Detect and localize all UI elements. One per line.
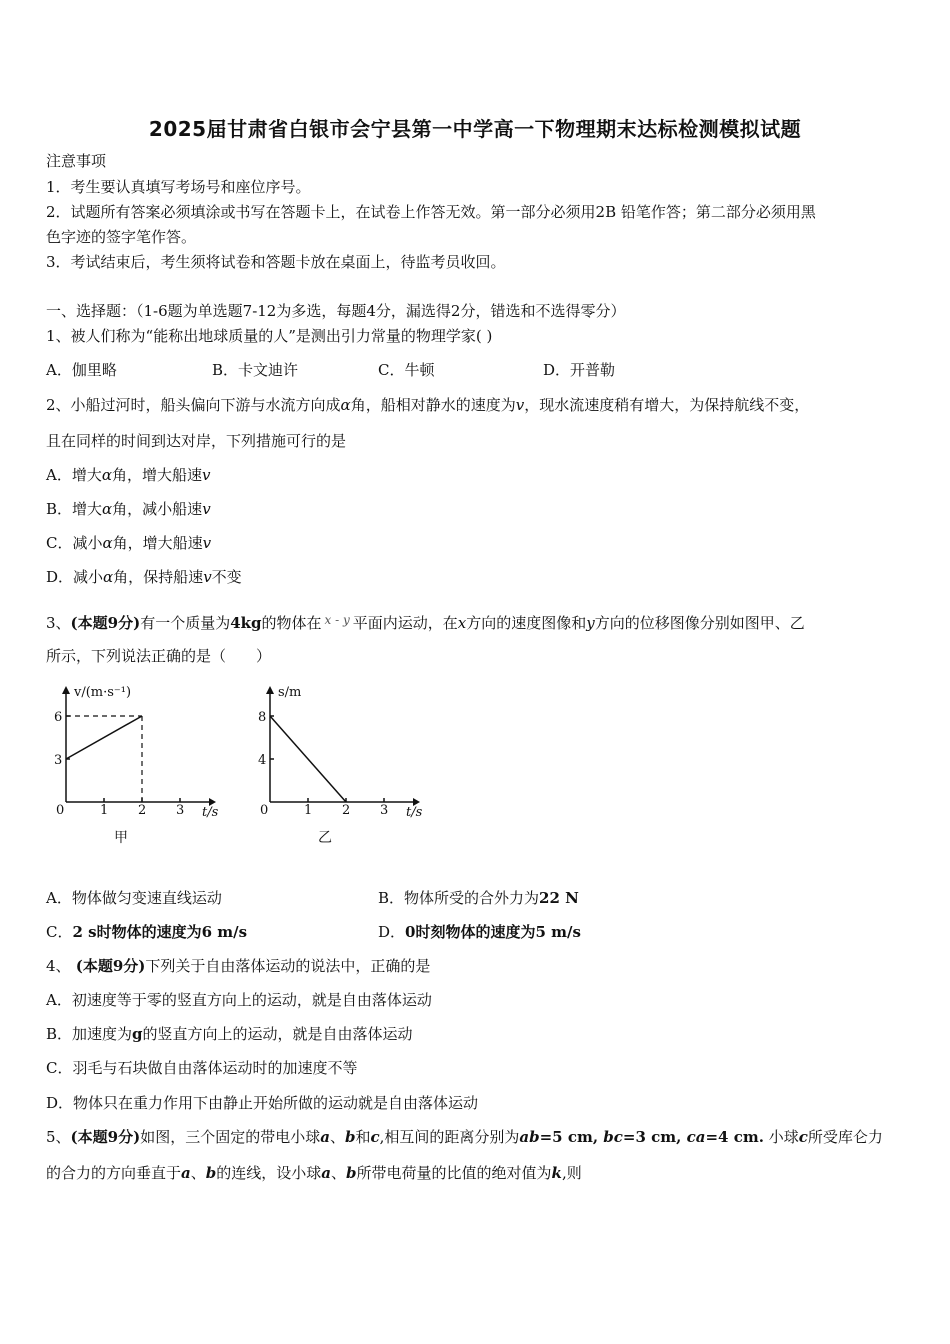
x-tick-label: 3 — [380, 803, 389, 818]
displacement-time-graph — [250, 680, 440, 852]
x-axis-label: t/s — [406, 805, 423, 820]
y-axis-label: v/(m·s⁻¹) — [74, 685, 132, 700]
x-tick-label: 2 — [138, 803, 147, 818]
section-heading: 一、选择题：（1-6题为单选题7-12为多选，每题4分，漏选得2分，错选和不选得零分） — [46, 302, 626, 320]
graph-caption: 乙 — [318, 830, 332, 846]
q4-stem: 4、 (本题9分)下列关于自由落体运动的说法中，正确的是 — [46, 957, 431, 975]
y-tick-label: 3 — [54, 753, 63, 768]
q1-option-c: C．牛顿 — [378, 361, 435, 379]
q3-stem-line1: 3、(本题9分)有一个质量为4kg的物体在 $^{x - y}$ 平面内运动，在x方向的速度图像和y方向的位移图像分别如图甲、乙 — [46, 613, 805, 632]
notice-item-2: 2．试题所有答案必须填涂或书写在答题卡上，在试卷上作答无效。第一部分必须用2B 铅笔作答；第二部分必须用黑 — [46, 203, 816, 221]
q4-option-a: A．初速度等于零的竖直方向上的运动，就是自由落体运动 — [46, 991, 432, 1009]
x-tick-label: 1 — [100, 803, 109, 818]
q3-option-c: C．2 s时物体的速度为6 m/s — [46, 923, 248, 941]
data-line — [270, 716, 346, 802]
q2-option-c: C．减小α角，增大船速v — [46, 534, 212, 552]
q2-stem-line1: 2、小船过河时，船头偏向下游与水流方向成α角，船相对静水的速度为v，现水流速度稍有增大，为保持航线不变， — [46, 396, 810, 414]
q1-option-d: D．开普勒 — [543, 361, 616, 379]
notice-item-3: 3．考试结束后，考生须将试卷和答题卡放在桌面上，待监考员收回。 — [46, 253, 506, 271]
velocity-time-graph — [46, 680, 236, 852]
y-tick-label: 6 — [54, 710, 63, 725]
y-axis-arrow — [266, 686, 274, 694]
q2-option-a: A．增大α角，增大船速v — [46, 466, 211, 484]
q5-stem-line2: 的合力的方向垂直于a、b的连线，设小球a、b所带电荷量的比值的绝对值为k,则 — [46, 1164, 582, 1182]
q1-stem: 1、被人们称为“能称出地球质量的人”是测出引力常量的物理学家( ) — [46, 327, 493, 345]
x-tick-label: 3 — [176, 803, 185, 818]
q2-stem-line2: 且在同样的时间到达对岸，下列措施可行的是 — [46, 432, 347, 450]
data-line — [66, 716, 142, 759]
x-tick-label: 2 — [342, 803, 351, 818]
q5-stem-line1: 5、(本题9分)如图，三个固定的带电小球a、b和c,相互间的距离分别为ab=5 cm, bc=3 cm, ca=4 cm. 小球c所受库仑力 — [46, 1128, 883, 1146]
q1-option-a: A．伽里略 — [46, 361, 117, 379]
x-tick-label: 0 — [56, 803, 65, 818]
q2-option-b: B．增大α角，减小船速v — [46, 500, 211, 518]
q3-stem-line2: 所示，下列说法正确的是（ ） — [46, 647, 272, 665]
graph-caption: 甲 — [114, 830, 128, 846]
y-axis-arrow — [62, 686, 70, 694]
x-tick-label: 1 — [304, 803, 313, 818]
q4-option-c: C．羽毛与石块做自由落体运动时的加速度不等 — [46, 1059, 358, 1077]
y-tick-label: 4 — [258, 753, 267, 768]
page-title: 2025届甘肃省白银市会宁县第一中学高一下物理期末达标检测模拟试题 — [148, 117, 802, 141]
x-axis-label: t/s — [202, 805, 219, 820]
y-axis-label: s/m — [278, 685, 302, 700]
q4-option-d: D．物体只在重力作用下由静止开始所做的运动就是自由落体运动 — [46, 1094, 479, 1112]
q3-option-b: B．物体所受的合外力为22 N — [378, 889, 579, 907]
q1-option-b: B．卡文迪许 — [212, 361, 299, 379]
notice-item-1: 1．考生要认真填写考场号和座位序号。 — [46, 178, 311, 196]
y-tick-label: 8 — [258, 710, 267, 725]
q4-option-b: B．加速度为g的竖直方向上的运动，就是自由落体运动 — [46, 1025, 413, 1043]
notice-item-2-cont: 色字迹的签字笔作答。 — [46, 228, 197, 246]
q2-option-d: D．减小α角，保持船速v不变 — [46, 568, 242, 586]
notice-heading: 注意事项 — [46, 152, 107, 170]
x-tick-label: 0 — [260, 803, 269, 818]
q3-option-d: D．0时刻物体的速度为5 m/s — [378, 923, 581, 941]
q3-option-a: A．物体做匀变速直线运动 — [46, 889, 222, 907]
